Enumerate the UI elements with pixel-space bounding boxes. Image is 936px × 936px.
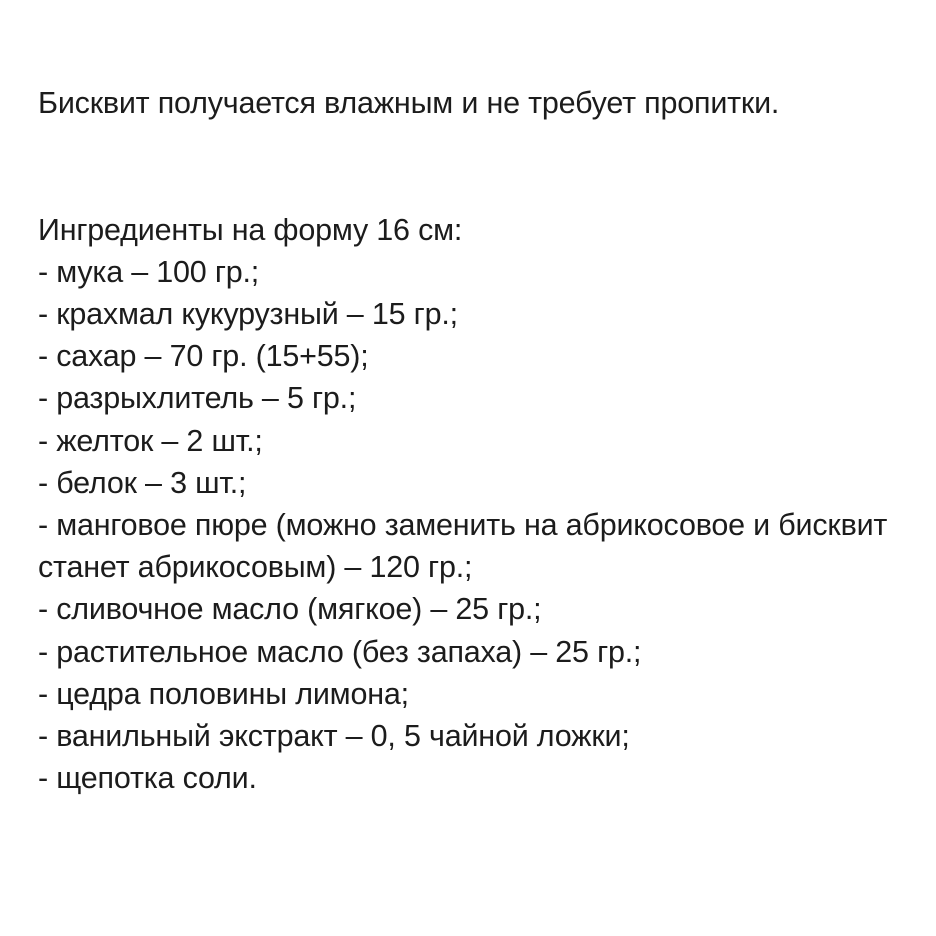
ingredient-item: - крахмал кукурузный – 15 гр.;: [38, 297, 458, 331]
ingredient-list: [38, 251, 898, 800]
ingredient-item: - ванильный экстракт – 0, 5 чайной ложки;: [38, 719, 630, 754]
ingredient-item: - растительное масло (без запаха) – 25 гр.;: [38, 634, 642, 669]
ingredients-heading: Ингредиенты на форму 16 см:: [38, 212, 463, 247]
ingredient-item: - сахар – 70 гр. (15+55);: [38, 339, 369, 374]
ingredient-item: - желток – 2 шт.;: [38, 423, 263, 458]
ingredient-item: - щепотка соли.: [38, 761, 257, 796]
paragraph-spacer: [38, 124, 898, 208]
intro-text: Бисквит получается влажным и не требует пропитки.: [38, 86, 780, 120]
ingredient-item: - разрыхлитель – 5 гр.;: [38, 381, 357, 416]
ingredient-item: - мука – 100 гр.;: [38, 254, 260, 289]
ingredient-item: - манговое пюре (можно заменить на абрикосовое и бисквит станет абрикосовым) – 120 гр.;: [38, 508, 888, 585]
ingredient-item: - сливочное масло (мягкое) – 25 гр.;: [38, 592, 542, 627]
recipe-note: [38, 82, 898, 799]
ingredient-item: - белок – 3 шт.;: [38, 465, 247, 500]
ingredient-item: - цедра половины лимона;: [38, 676, 409, 711]
